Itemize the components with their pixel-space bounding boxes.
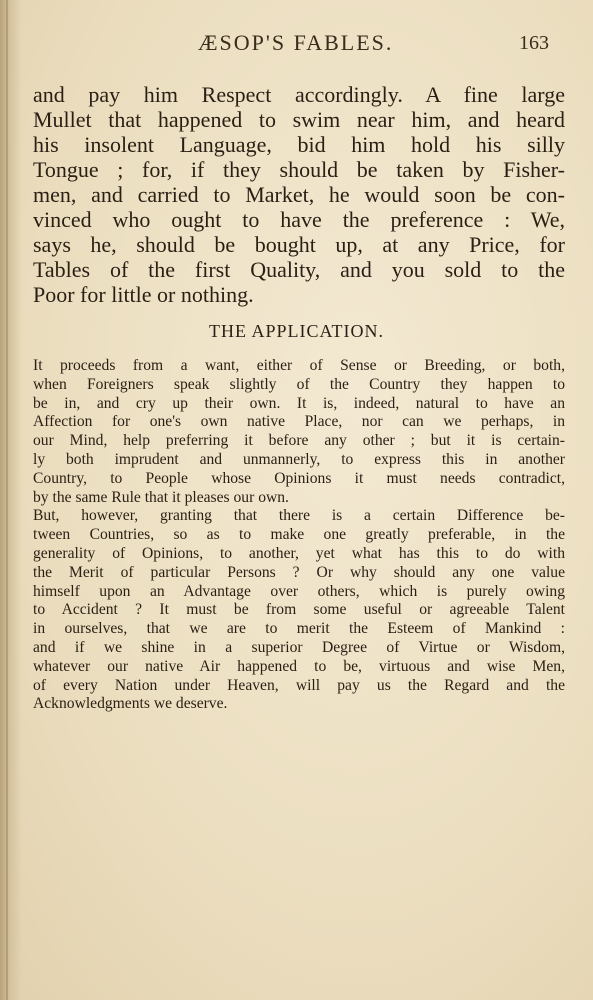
application-heading: THE APPLICATION. <box>208 321 384 341</box>
application-line: our Mind, help preferring it before any other ; but it is certain- <box>33 432 565 450</box>
fable-line: his insolent Language, bid him hold his silly <box>33 132 565 157</box>
page-gutter-edge <box>6 0 8 1000</box>
application-line: be in, and cry up their own. It is, indeed, natural to have an <box>33 394 565 412</box>
running-title: ÆSOP'S FABLES. <box>198 30 394 55</box>
application-line: in ourselves, that we are to merit the Esteem of Mankind : <box>33 620 565 638</box>
application-line: It proceeds from a want, either of Sense or Breeding, or both, <box>33 357 565 374</box>
application-line: Country, to People whose Opinions it must needs contradict, <box>33 469 565 487</box>
application-line: the Merit of particular Persons ? Or why should any one value <box>33 563 565 581</box>
application-line: and if we shine in a superior Degree of Virtue or Wisdom, <box>33 638 565 656</box>
fable-line: men, and carried to Market, he would soon be con- <box>33 182 565 207</box>
running-head <box>0 30 593 60</box>
page-gutter-shadow <box>0 0 22 1000</box>
application-line: by the same Rule that it pleases our own. <box>33 488 289 506</box>
fable-line: Mullet that happened to swim near him, and heard <box>33 107 565 132</box>
fable-line: and pay him Respect accordingly. A fine large <box>33 82 565 107</box>
application-line: Acknowledgments we deserve. <box>33 695 228 713</box>
application-line: But, however, granting that there is a certain Difference be- <box>33 507 565 525</box>
fable-line: says he, should be bought up, at any Price, for <box>33 232 565 257</box>
fable-line: Tables of the first Quality, and you sold to the <box>33 257 565 282</box>
application-line: of every Nation under Heaven, will pay us the Regard and the <box>33 676 565 694</box>
application-line: generality of Opinions, to another, yet what has this to do with <box>33 544 565 562</box>
application-line: himself upon an Advantage over others, which is purely owing <box>33 582 565 600</box>
application-line: to Accident ? It must be from some useful or agreeable Talent <box>33 601 565 619</box>
application-text <box>33 357 565 714</box>
application-line: tween Countries, so as to make one greatly preferable, in the <box>33 526 565 544</box>
application-line: when Foreigners speak slightly of the Country they happen to <box>33 375 565 393</box>
page-number: 163 <box>519 32 549 54</box>
application-line: Affection for one's own native Place, nor can we perhaps, in <box>33 413 565 431</box>
fable-line: vinced who ought to have the preference : We, <box>33 207 565 232</box>
fable-text <box>33 82 565 307</box>
fable-line: Tongue ; for, if they should be taken by Fisher- <box>33 157 565 182</box>
application-line: ly both imprudent and unmannerly, to express this in another <box>33 450 565 468</box>
fable-line: Poor for little or nothing. <box>33 282 254 307</box>
application-line: whatever our native Air happened to be, virtuous and wise Men, <box>33 657 565 675</box>
